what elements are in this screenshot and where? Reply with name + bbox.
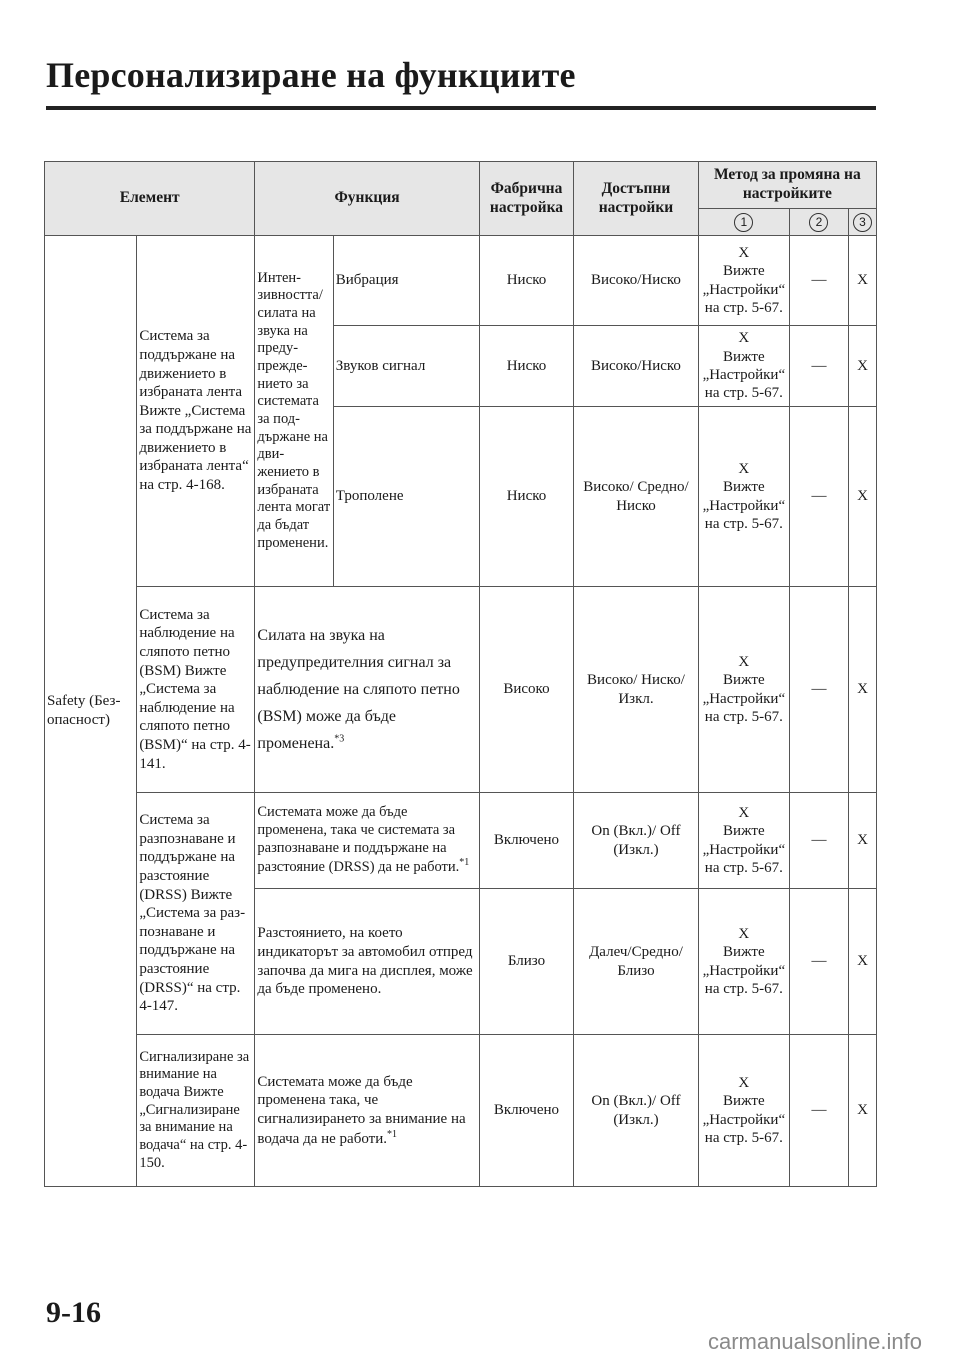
lda-sound-available: Високо/Ниско <box>574 326 699 407</box>
method-1-circle: 1 <box>734 213 753 232</box>
watermark[interactable]: carmanualsonline.info <box>707 1329 922 1354</box>
method-3-mark: X <box>848 236 876 326</box>
title-divider <box>46 106 876 110</box>
see-settings-ref: X Вижте „Настройки“ на стр. 5-67. <box>698 326 789 407</box>
lda-rumble-factory: Ниско <box>479 407 573 587</box>
method-3-mark: X <box>848 407 876 587</box>
table-row <box>45 793 877 889</box>
dad-system: Сигнализиране за внимание на водача Вижте „Сигнализиране за внимание на водача“ на стр. 4-150. <box>137 1035 255 1187</box>
header-function: Функция <box>255 162 479 236</box>
bsm-available: Високо/ Ниско/ Изкл. <box>574 587 699 793</box>
method-3-circle: 3 <box>853 213 872 232</box>
table-row <box>45 236 877 326</box>
lda-vibration-label: Вибрация <box>333 236 479 326</box>
bsm-factory: Високо <box>479 587 573 793</box>
lda-system: Система за поддържане на движението в избраната лента Вижте „Система за поддържане на движението в избраната лента“ на стр. 4-168. <box>137 236 255 587</box>
lda-rumble-available: Високо/ Средно/Ниско <box>574 407 699 587</box>
see-settings-ref: X Вижте „Настройки“ на стр. 5-67. <box>698 236 789 326</box>
method-2-circle: 2 <box>809 213 828 232</box>
header-available-settings: Достъпни настройки <box>574 162 699 236</box>
table-row <box>45 587 877 793</box>
see-settings-ref: X Вижте „Настройки“ на стр. 5-67. <box>698 889 789 1035</box>
drss-row1-function: Системата може да бъде променена, така че системата за разпознаване и поддържане на разстояние (DRSS) да не работи.$^{*1}$ <box>255 793 479 889</box>
see-settings-ref: X Вижте „Настройки“ на стр. 5-67. <box>698 1035 789 1187</box>
page-number: 9-16 <box>46 1296 101 1329</box>
settings-table <box>44 161 877 1187</box>
dad-available: On (Вкл.)/ Off (Изкл.) <box>574 1035 699 1187</box>
drss-row1-factory: Включено <box>479 793 573 889</box>
dad-factory: Включено <box>479 1035 573 1187</box>
method-2-dash: — <box>789 407 848 587</box>
table-row <box>45 1035 877 1187</box>
drss-row1-available: On (Вкл.)/ Off (Изкл.) <box>574 793 699 889</box>
method-2-dash: — <box>789 587 848 793</box>
page-title: Персонализиране на функциите <box>46 55 576 95</box>
method-2-dash: — <box>789 236 848 326</box>
see-settings-ref: X Вижте „Настройки“ на стр. 5-67. <box>698 793 789 889</box>
lda-rumble-label: Трополене <box>333 407 479 587</box>
method-2-dash: — <box>789 1035 848 1187</box>
method-2-dash: — <box>789 326 848 407</box>
method-2-dash: — <box>789 889 848 1035</box>
see-settings-ref: X Вижте „Настройки“ на стр. 5-67. <box>698 407 789 587</box>
lda-vibration-available: Високо/Ниско <box>574 236 699 326</box>
method-3-mark: X <box>848 587 876 793</box>
lda-sound-factory: Ниско <box>479 326 573 407</box>
lda-vibration-factory: Ниско <box>479 236 573 326</box>
drss-row2-available: Далеч/Средно/ Близо <box>574 889 699 1035</box>
method-2-dash: — <box>789 793 848 889</box>
element-safety: Safety (Безопасност) <box>45 236 137 1187</box>
method-3-mark: X <box>848 326 876 407</box>
see-settings-ref: X Вижте „Настройки“ на стр. 5-67. <box>698 587 789 793</box>
bsm-function: Силата на звука на предупредителния сигнал за наблюдение на сляпото петно (BSM) може да бъде променена.$^{*3}$ <box>255 587 479 793</box>
drss-row2-function: Разстоянието, на което индикаторът за автомобил отпред започва да мига на дисплея, може да бъде променено. <box>255 889 479 1035</box>
lda-sound-label: Звуков сигнал <box>333 326 479 407</box>
drss-row2-factory: Близо <box>479 889 573 1035</box>
header-change-method: Метод за промяна на настройките <box>698 162 876 209</box>
drss-system: Система за разпознаване и поддържане на разстояние (DRSS) Вижте „Система за разпознаване и поддържане на разстояние (DRSS)“ на стр. 4-147. <box>137 793 255 1035</box>
lda-function: Интензивността/силата на звука на предупреждението за системата за поддържане на движението в избраната лента могат да бъдат променени. <box>255 236 333 587</box>
method-3-mark: X <box>848 889 876 1035</box>
header-factory-setting: Фабрична настройка <box>479 162 573 236</box>
method-3-mark: X <box>848 1035 876 1187</box>
bsm-system: Система за наблюдение на сляпото петно (BSM) Вижте „Система за наблюдение на сляпото петно (BSM)“ на стр. 4-141. <box>137 587 255 793</box>
header-element: Елемент <box>45 162 255 236</box>
dad-function: Системата може да бъде променена така, че сигнализирането за внимание на водача да не работи.$^{*1}$ <box>255 1035 479 1187</box>
method-3-mark: X <box>848 793 876 889</box>
